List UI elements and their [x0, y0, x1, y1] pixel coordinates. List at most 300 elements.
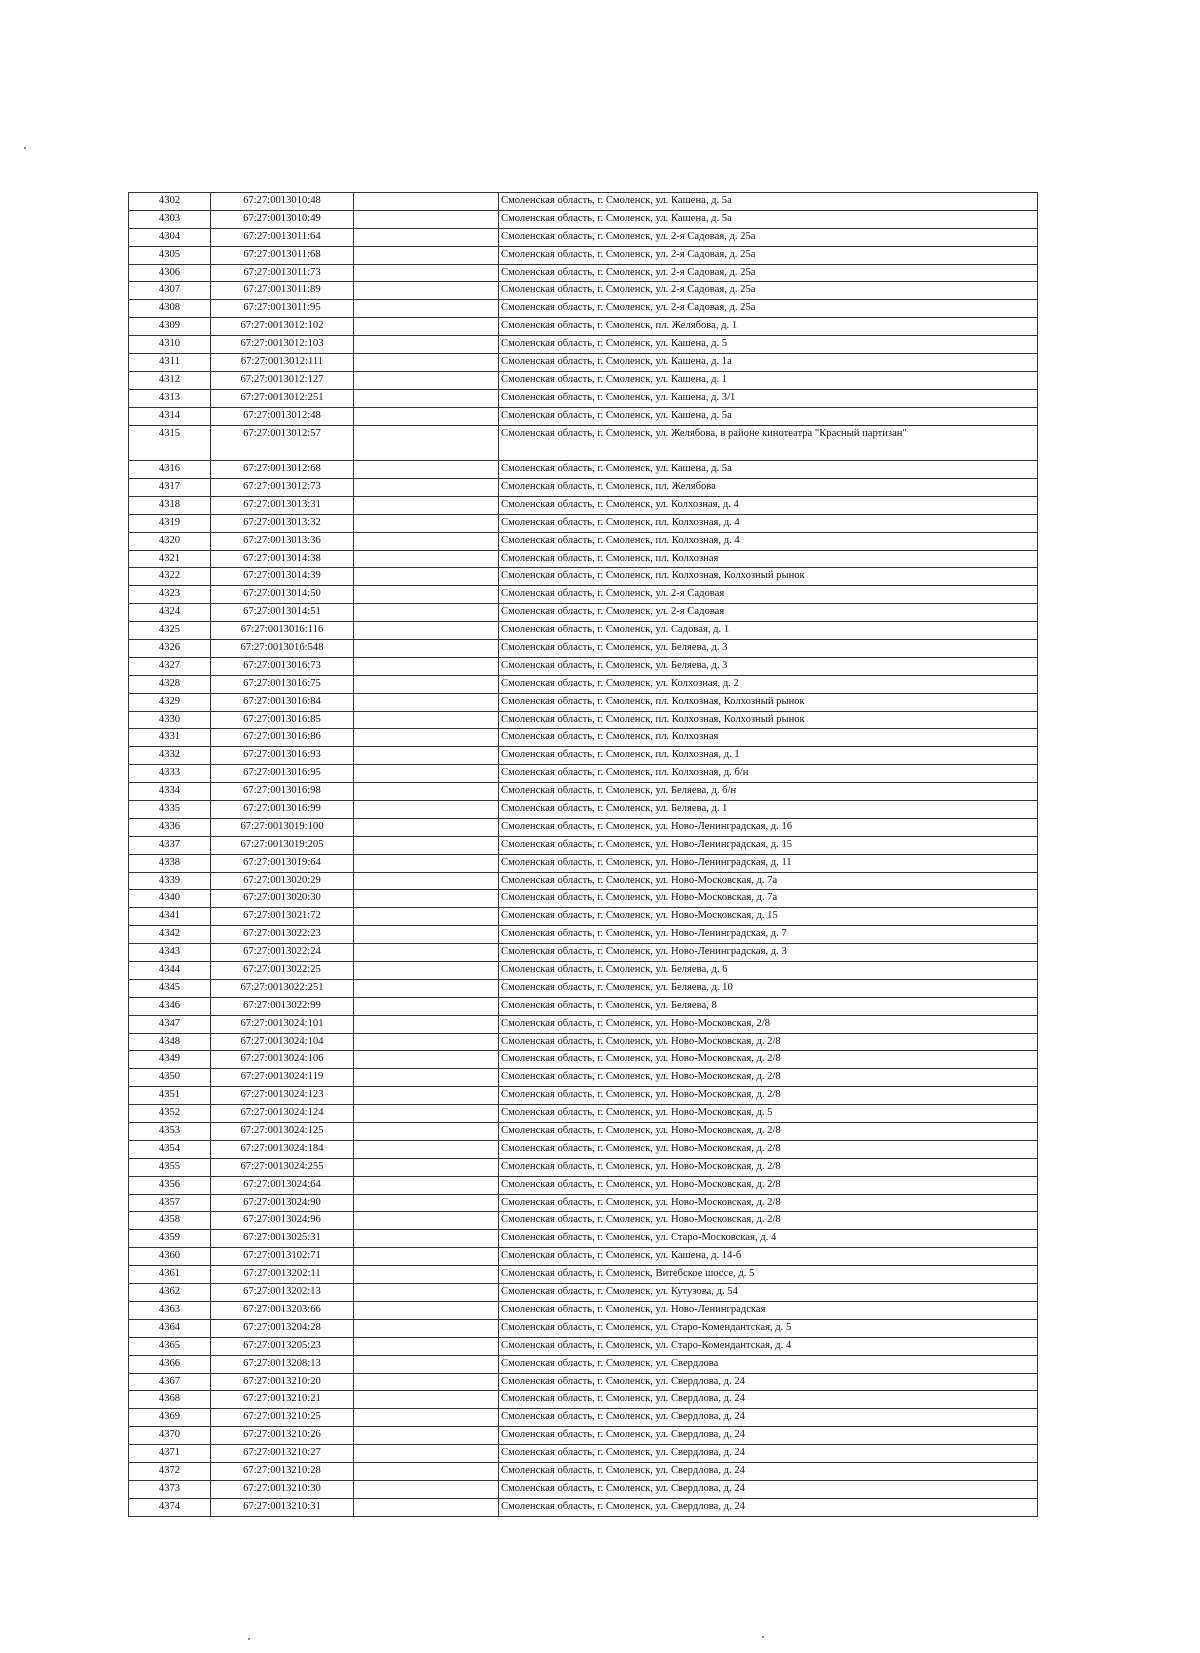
cadastral-number-cell: 67:27:0013024:123 — [211, 1087, 354, 1105]
address-cell: Смоленская область, г. Смоленск, пл. Колхозная, Колхозный рынок — [499, 693, 1038, 711]
record-number-cell: 4334 — [129, 783, 211, 801]
table-row — [129, 890, 1038, 908]
table-row — [129, 854, 1038, 872]
record-number-cell: 4322 — [129, 568, 211, 586]
empty-cell — [354, 711, 499, 729]
record-number-cell: 4354 — [129, 1140, 211, 1158]
cadastral-number-cell: 67:27:0013011:89 — [211, 282, 354, 300]
cadastral-number-cell: 67:27:0013202:13 — [211, 1284, 354, 1302]
table-row — [129, 461, 1038, 479]
table-row — [129, 514, 1038, 532]
record-number-cell: 4329 — [129, 693, 211, 711]
empty-cell — [354, 1355, 499, 1373]
cadastral-number-cell: 67:27:0013014:39 — [211, 568, 354, 586]
table-row — [129, 1176, 1038, 1194]
record-number-cell: 4370 — [129, 1427, 211, 1445]
table-row — [129, 1373, 1038, 1391]
cadastral-number-cell: 67:27:0013011:95 — [211, 300, 354, 318]
record-number-cell: 4315 — [129, 425, 211, 461]
empty-cell — [354, 657, 499, 675]
table-row — [129, 783, 1038, 801]
table-row — [129, 336, 1038, 354]
empty-cell — [354, 622, 499, 640]
address-cell: Смоленская область, г. Смоленск, ул. Ново-Ленинградская — [499, 1301, 1038, 1319]
address-cell: Смоленская область, г. Смоленск, ул. Ново-Московская, д. 2/8 — [499, 1087, 1038, 1105]
cadastral-number-cell: 67:27:0013020:30 — [211, 890, 354, 908]
address-cell: Смоленская область, г. Смоленск, ул. Беляева, д. 3 — [499, 639, 1038, 657]
cadastral-number-cell: 67:27:0013011:64 — [211, 228, 354, 246]
record-number-cell: 4369 — [129, 1409, 211, 1427]
table-row — [129, 926, 1038, 944]
cadastral-number-cell: 67:27:0013022:99 — [211, 997, 354, 1015]
record-number-cell: 4365 — [129, 1337, 211, 1355]
record-number-cell: 4305 — [129, 246, 211, 264]
empty-cell — [354, 979, 499, 997]
empty-cell — [354, 818, 499, 836]
empty-cell — [354, 264, 499, 282]
cadastral-number-cell: 67:27:0013210:27 — [211, 1445, 354, 1463]
scan-speck — [762, 1636, 764, 1638]
cadastral-number-cell: 67:27:0013016:75 — [211, 675, 354, 693]
table-row — [129, 371, 1038, 389]
empty-cell — [354, 496, 499, 514]
address-cell: Смоленская область, г. Смоленск, ул. Ново-Ленинградская, д. 3 — [499, 944, 1038, 962]
table-row — [129, 1123, 1038, 1141]
empty-cell — [354, 872, 499, 890]
address-cell: Смоленская область, г. Смоленск, ул. 2-я Садовая, д. 25а — [499, 246, 1038, 264]
table-row — [129, 1033, 1038, 1051]
cadastral-number-cell: 67:27:0013102:71 — [211, 1248, 354, 1266]
cadastral-number-cell: 67:27:0013012:251 — [211, 389, 354, 407]
address-cell: Смоленская область, г. Смоленск, ул. Старо-Московская, д. 4 — [499, 1230, 1038, 1248]
table-row — [129, 550, 1038, 568]
record-number-cell: 4368 — [129, 1391, 211, 1409]
cadastral-number-cell: 67:27:0013204:28 — [211, 1319, 354, 1337]
cadastral-number-cell: 67:27:0013022:251 — [211, 979, 354, 997]
table-row — [129, 872, 1038, 890]
empty-cell — [354, 783, 499, 801]
address-cell: Смоленская область, г. Смоленск, ул. Беляева, д. 1 — [499, 801, 1038, 819]
cadastral-number-cell: 67:27:0013013:36 — [211, 532, 354, 550]
empty-cell — [354, 1123, 499, 1141]
address-cell: Смоленская область, г. Смоленск, пл. Колхозная — [499, 729, 1038, 747]
address-cell: Смоленская область, г. Смоленск, ул. Ново-Ленинградская, д. 7 — [499, 926, 1038, 944]
cadastral-number-cell: 67:27:0013012:48 — [211, 407, 354, 425]
cadastral-number-cell: 67:27:0013025:31 — [211, 1230, 354, 1248]
address-cell: Смоленская область, г. Смоленск, ул. Ново-Московская, д. 2/8 — [499, 1051, 1038, 1069]
record-number-cell: 4330 — [129, 711, 211, 729]
empty-cell — [354, 371, 499, 389]
empty-cell — [354, 1194, 499, 1212]
record-number-cell: 4348 — [129, 1033, 211, 1051]
record-number-cell: 4328 — [129, 675, 211, 693]
table-row — [129, 389, 1038, 407]
empty-cell — [354, 1158, 499, 1176]
empty-cell — [354, 765, 499, 783]
address-cell: Смоленская область, г. Смоленск, пл. Колхозная, д. 4 — [499, 514, 1038, 532]
empty-cell — [354, 1301, 499, 1319]
empty-cell — [354, 461, 499, 479]
table-row — [129, 1051, 1038, 1069]
address-cell: Смоленская область, г. Смоленск, ул. Ново-Московская, д. 7а — [499, 872, 1038, 890]
table-row — [129, 1248, 1038, 1266]
table-row — [129, 1140, 1038, 1158]
empty-cell — [354, 962, 499, 980]
empty-cell — [354, 1480, 499, 1498]
record-number-cell: 4361 — [129, 1266, 211, 1284]
address-cell: Смоленская область, г. Смоленск, ул. Свердлова, д. 24 — [499, 1409, 1038, 1427]
record-number-cell: 4343 — [129, 944, 211, 962]
cadastral-number-cell: 67:27:0013019:100 — [211, 818, 354, 836]
record-number-cell: 4302 — [129, 193, 211, 211]
empty-cell — [354, 389, 499, 407]
cadastral-number-cell: 67:27:0013205:23 — [211, 1337, 354, 1355]
address-cell: Смоленская область, г. Смоленск, ул. Свердлова, д. 24 — [499, 1445, 1038, 1463]
address-cell: Смоленская область, г. Смоленск, ул. 2-я Садовая, д. 25а — [499, 300, 1038, 318]
empty-cell — [354, 836, 499, 854]
table-row — [129, 908, 1038, 926]
table-row — [129, 425, 1038, 461]
table-row — [129, 979, 1038, 997]
empty-cell — [354, 1230, 499, 1248]
address-cell: Смоленская область, г. Смоленск, ул. Беляева, д. 10 — [499, 979, 1038, 997]
record-number-cell: 4341 — [129, 908, 211, 926]
empty-cell — [354, 1212, 499, 1230]
empty-cell — [354, 1140, 499, 1158]
table-row — [129, 801, 1038, 819]
record-number-cell: 4320 — [129, 532, 211, 550]
record-number-cell: 4342 — [129, 926, 211, 944]
address-cell: Смоленская область, г. Смоленск, ул. Кашена, д. 14-б — [499, 1248, 1038, 1266]
cadastral-number-cell: 67:27:0013016:98 — [211, 783, 354, 801]
record-number-cell: 4303 — [129, 210, 211, 228]
record-number-cell: 4309 — [129, 318, 211, 336]
table-row — [129, 693, 1038, 711]
cadastral-number-cell: 67:27:0013020:29 — [211, 872, 354, 890]
table-row — [129, 193, 1038, 211]
table-row — [129, 1480, 1038, 1498]
record-number-cell: 4344 — [129, 962, 211, 980]
record-number-cell: 4352 — [129, 1105, 211, 1123]
address-cell: Смоленская область, г. Смоленск, ул. Кашена, д. 3/1 — [499, 389, 1038, 407]
empty-cell — [354, 1462, 499, 1480]
empty-cell — [354, 1176, 499, 1194]
empty-cell — [354, 586, 499, 604]
cadastral-number-cell: 67:27:0013016:73 — [211, 657, 354, 675]
table-row — [129, 246, 1038, 264]
cadastral-number-cell: 67:27:0013012:73 — [211, 478, 354, 496]
empty-cell — [354, 514, 499, 532]
address-cell: Смоленская область, г. Смоленск, ул. Свердлова — [499, 1355, 1038, 1373]
cadastral-number-cell: 67:27:0013012:103 — [211, 336, 354, 354]
record-number-cell: 4367 — [129, 1373, 211, 1391]
table-row — [129, 1355, 1038, 1373]
address-cell: Смоленская область, г. Смоленск, пл. Колхозная, д. б/н — [499, 765, 1038, 783]
record-number-cell: 4364 — [129, 1319, 211, 1337]
address-cell: Смоленская область, г. Смоленск, ул. 2-я Садовая, д. 25а — [499, 282, 1038, 300]
table-row — [129, 836, 1038, 854]
address-cell: Смоленская область, г. Смоленск, ул. Старо-Комендантская, д. 4 — [499, 1337, 1038, 1355]
address-cell: Смоленская область, г. Смоленск, ул. 2-я Садовая, д. 25а — [499, 228, 1038, 246]
table-row — [129, 1266, 1038, 1284]
cadastral-number-cell: 67:27:0013024:96 — [211, 1212, 354, 1230]
cadastral-number-cell: 67:27:0013024:64 — [211, 1176, 354, 1194]
address-cell: Смоленская область, г. Смоленск, ул. Ново-Ленинградская, д. 15 — [499, 836, 1038, 854]
table-row — [129, 1194, 1038, 1212]
empty-cell — [354, 210, 499, 228]
cadastral-number-cell: 67:27:0013210:28 — [211, 1462, 354, 1480]
empty-cell — [354, 1087, 499, 1105]
cadastral-number-cell: 67:27:0013016:93 — [211, 747, 354, 765]
table-row — [129, 210, 1038, 228]
address-cell: Смоленская область, г. Смоленск, ул. Ново-Московская, д. 2/8 — [499, 1033, 1038, 1051]
cadastral-number-cell: 67:27:0013024:106 — [211, 1051, 354, 1069]
address-cell: Смоленская область, г. Смоленск, ул. Садовая, д. 1 — [499, 622, 1038, 640]
record-number-cell: 4347 — [129, 1015, 211, 1033]
record-number-cell: 4340 — [129, 890, 211, 908]
address-cell: Смоленская область, г. Смоленск, ул. Ново-Московская, д. 2/8 — [499, 1158, 1038, 1176]
empty-cell — [354, 532, 499, 550]
record-number-cell: 4310 — [129, 336, 211, 354]
table-row — [129, 1015, 1038, 1033]
table-row — [129, 657, 1038, 675]
empty-cell — [354, 300, 499, 318]
cadastral-number-cell: 67:27:0013019:64 — [211, 854, 354, 872]
address-cell: Смоленская область, г. Смоленск, ул. Ново-Московская, д. 2/8 — [499, 1140, 1038, 1158]
table-row — [129, 604, 1038, 622]
table-row — [129, 622, 1038, 640]
table-row — [129, 532, 1038, 550]
cadastral-number-cell: 67:27:0013024:255 — [211, 1158, 354, 1176]
address-cell: Смоленская область, г. Смоленск, пл. Колхозная, д. 4 — [499, 532, 1038, 550]
table-row — [129, 944, 1038, 962]
cadastral-number-cell: 67:27:0013024:90 — [211, 1194, 354, 1212]
empty-cell — [354, 1248, 499, 1266]
address-cell: Смоленская область, г. Смоленск, ул. Беляева, 8 — [499, 997, 1038, 1015]
cadastral-number-cell: 67:27:0013021:72 — [211, 908, 354, 926]
address-cell: Смоленская область, г. Смоленск, ул. 2-я Садовая — [499, 604, 1038, 622]
address-cell: Смоленская область, г. Смоленск, пл. Колхозная, Колхозный рынок — [499, 711, 1038, 729]
address-cell: Смоленская область, г. Смоленск, ул. Кашена, д. 5а — [499, 407, 1038, 425]
cadastral-number-cell: 67:27:0013016:84 — [211, 693, 354, 711]
empty-cell — [354, 568, 499, 586]
empty-cell — [354, 944, 499, 962]
cadastral-number-cell: 67:27:0013022:23 — [211, 926, 354, 944]
record-number-cell: 4325 — [129, 622, 211, 640]
record-number-cell: 4313 — [129, 389, 211, 407]
empty-cell — [354, 318, 499, 336]
address-cell: Смоленская область, г. Смоленск, ул. Беляева, д. 6 — [499, 962, 1038, 980]
record-number-cell: 4372 — [129, 1462, 211, 1480]
record-number-cell: 4359 — [129, 1230, 211, 1248]
table-row — [129, 818, 1038, 836]
cadastral-number-cell: 67:27:0013016:86 — [211, 729, 354, 747]
record-number-cell: 4373 — [129, 1480, 211, 1498]
empty-cell — [354, 1105, 499, 1123]
table-row — [129, 1391, 1038, 1409]
record-number-cell: 4346 — [129, 997, 211, 1015]
address-cell: Смоленская область, г. Смоленск, Витебское шоссе, д. 5 — [499, 1266, 1038, 1284]
cadastral-number-cell: 67:27:0013210:25 — [211, 1409, 354, 1427]
empty-cell — [354, 407, 499, 425]
address-cell: Смоленская область, г. Смоленск, ул. Ново-Московская, д. 2/8 — [499, 1212, 1038, 1230]
record-number-cell: 4349 — [129, 1051, 211, 1069]
address-cell: Смоленская область, г. Смоленск, ул. Ново-Ленинградская, д. 11 — [499, 854, 1038, 872]
address-cell: Смоленская область, г. Смоленск, ул. Старо-Комендантская, д. 5 — [499, 1319, 1038, 1337]
address-cell: Смоленская область, г. Смоленск, ул. Желябова, в районе кинотеатра "Красный партизан" — [499, 425, 1038, 461]
empty-cell — [354, 675, 499, 693]
cadastral-number-cell: 67:27:0013024:124 — [211, 1105, 354, 1123]
address-cell: Смоленская область, г. Смоленск, пл. Колхозная, Колхозный рынок — [499, 568, 1038, 586]
record-number-cell: 4306 — [129, 264, 211, 282]
empty-cell — [354, 1337, 499, 1355]
record-number-cell: 4345 — [129, 979, 211, 997]
cadastral-registry-table — [128, 192, 1038, 1517]
record-number-cell: 4335 — [129, 801, 211, 819]
empty-cell — [354, 478, 499, 496]
record-number-cell: 4304 — [129, 228, 211, 246]
empty-cell — [354, 908, 499, 926]
address-cell: Смоленская область, г. Смоленск, пл. Желябова, д. 1 — [499, 318, 1038, 336]
cadastral-number-cell: 67:27:0013210:26 — [211, 1427, 354, 1445]
table-row — [129, 711, 1038, 729]
cadastral-number-cell: 67:27:0013019:205 — [211, 836, 354, 854]
empty-cell — [354, 639, 499, 657]
cadastral-number-cell: 67:27:0013016:99 — [211, 801, 354, 819]
empty-cell — [354, 193, 499, 211]
cadastral-number-cell: 67:27:0013012:127 — [211, 371, 354, 389]
table-row — [129, 496, 1038, 514]
cadastral-number-cell: 67:27:0013016:95 — [211, 765, 354, 783]
record-number-cell: 4312 — [129, 371, 211, 389]
empty-cell — [354, 890, 499, 908]
cadastral-number-cell: 67:27:0013210:30 — [211, 1480, 354, 1498]
table-row — [129, 300, 1038, 318]
table-row — [129, 1230, 1038, 1248]
record-number-cell: 4351 — [129, 1087, 211, 1105]
table-row — [129, 1069, 1038, 1087]
empty-cell — [354, 425, 499, 461]
table-row — [129, 747, 1038, 765]
table-row — [129, 407, 1038, 425]
record-number-cell: 4337 — [129, 836, 211, 854]
address-cell: Смоленская область, г. Смоленск, ул. Ново-Ленинградская, д. 16 — [499, 818, 1038, 836]
record-number-cell: 4356 — [129, 1176, 211, 1194]
cadastral-number-cell: 67:27:0013011:68 — [211, 246, 354, 264]
address-cell: Смоленская область, г. Смоленск, ул. Ново-Московская, д. 5 — [499, 1105, 1038, 1123]
address-cell: Смоленская область, г. Смоленск, ул. Беляева, д. 3 — [499, 657, 1038, 675]
record-number-cell: 4374 — [129, 1498, 211, 1516]
cadastral-number-cell: 67:27:0013022:24 — [211, 944, 354, 962]
cadastral-number-cell: 67:27:0013022:25 — [211, 962, 354, 980]
address-cell: Смоленская область, г. Смоленск, пл. Желябова — [499, 478, 1038, 496]
cadastral-number-cell: 67:27:0013016:85 — [211, 711, 354, 729]
record-number-cell: 4360 — [129, 1248, 211, 1266]
address-cell: Смоленская область, г. Смоленск, ул. 2-я Садовая — [499, 586, 1038, 604]
address-cell: Смоленская область, г. Смоленск, ул. Кашена, д. 5а — [499, 461, 1038, 479]
table-row — [129, 1462, 1038, 1480]
address-cell: Смоленская область, г. Смоленск, ул. Ново-Московская, д. 2/8 — [499, 1069, 1038, 1087]
cadastral-number-cell: 67:27:0013014:51 — [211, 604, 354, 622]
empty-cell — [354, 1015, 499, 1033]
record-number-cell: 4333 — [129, 765, 211, 783]
address-cell: Смоленская область, г. Смоленск, ул. Свердлова, д. 24 — [499, 1480, 1038, 1498]
record-number-cell: 4339 — [129, 872, 211, 890]
table-row — [129, 1105, 1038, 1123]
address-cell: Смоленская область, г. Смоленск, ул. Свердлова, д. 24 — [499, 1391, 1038, 1409]
empty-cell — [354, 1266, 499, 1284]
address-cell: Смоленская область, г. Смоленск, ул. Свердлова, д. 24 — [499, 1427, 1038, 1445]
record-number-cell: 4311 — [129, 354, 211, 372]
record-number-cell: 4362 — [129, 1284, 211, 1302]
address-cell: Смоленская область, г. Смоленск, ул. Кашена, д. 1 — [499, 371, 1038, 389]
table-row — [129, 264, 1038, 282]
address-cell: Смоленская область, г. Смоленск, ул. Ново-Московская, д. 2/8 — [499, 1194, 1038, 1212]
empty-cell — [354, 1284, 499, 1302]
cadastral-number-cell: 67:27:0013012:57 — [211, 425, 354, 461]
address-cell: Смоленская область, г. Смоленск, ул. Свердлова, д. 24 — [499, 1498, 1038, 1516]
empty-cell — [354, 693, 499, 711]
address-cell: Смоленская область, г. Смоленск, ул. Кутузова, д. 54 — [499, 1284, 1038, 1302]
record-number-cell: 4327 — [129, 657, 211, 675]
empty-cell — [354, 550, 499, 568]
table-row — [129, 478, 1038, 496]
address-cell: Смоленская область, г. Смоленск, ул. 2-я Садовая, д. 25а — [499, 264, 1038, 282]
empty-cell — [354, 246, 499, 264]
scan-speck — [248, 1638, 250, 1640]
table-row — [129, 1212, 1038, 1230]
empty-cell — [354, 228, 499, 246]
empty-cell — [354, 854, 499, 872]
address-cell: Смоленская область, г. Смоленск, ул. Колхозная, д. 4 — [499, 496, 1038, 514]
empty-cell — [354, 604, 499, 622]
table-row — [129, 354, 1038, 372]
address-cell: Смоленская область, г. Смоленск, ул. Свердлова, д. 24 — [499, 1373, 1038, 1391]
address-cell: Смоленская область, г. Смоленск, ул. Ново-Московская, д. 15 — [499, 908, 1038, 926]
empty-cell — [354, 747, 499, 765]
empty-cell — [354, 1051, 499, 1069]
table-row — [129, 318, 1038, 336]
record-number-cell: 4324 — [129, 604, 211, 622]
table-row — [129, 1087, 1038, 1105]
table-row — [129, 1337, 1038, 1355]
empty-cell — [354, 282, 499, 300]
address-cell: Смоленская область, г. Смоленск, ул. Колхозная, д. 2 — [499, 675, 1038, 693]
table-row — [129, 1158, 1038, 1176]
cadastral-number-cell: 67:27:0013012:111 — [211, 354, 354, 372]
record-number-cell: 4319 — [129, 514, 211, 532]
table-row — [129, 997, 1038, 1015]
address-cell: Смоленская область, г. Смоленск, ул. Ново-Московская, д. 7а — [499, 890, 1038, 908]
empty-cell — [354, 1033, 499, 1051]
record-number-cell: 4363 — [129, 1301, 211, 1319]
address-cell: Смоленская область, г. Смоленск, пл. Колхозная — [499, 550, 1038, 568]
record-number-cell: 4314 — [129, 407, 211, 425]
cadastral-number-cell: 67:27:0013014:50 — [211, 586, 354, 604]
empty-cell — [354, 997, 499, 1015]
record-number-cell: 4323 — [129, 586, 211, 604]
empty-cell — [354, 1427, 499, 1445]
cadastral-number-cell: 67:27:0013012:102 — [211, 318, 354, 336]
record-number-cell: 4338 — [129, 854, 211, 872]
cadastral-number-cell: 67:27:0013024:119 — [211, 1069, 354, 1087]
record-number-cell: 4308 — [129, 300, 211, 318]
record-number-cell: 4357 — [129, 1194, 211, 1212]
record-number-cell: 4353 — [129, 1123, 211, 1141]
table-row — [129, 1319, 1038, 1337]
empty-cell — [354, 1391, 499, 1409]
empty-cell — [354, 354, 499, 372]
